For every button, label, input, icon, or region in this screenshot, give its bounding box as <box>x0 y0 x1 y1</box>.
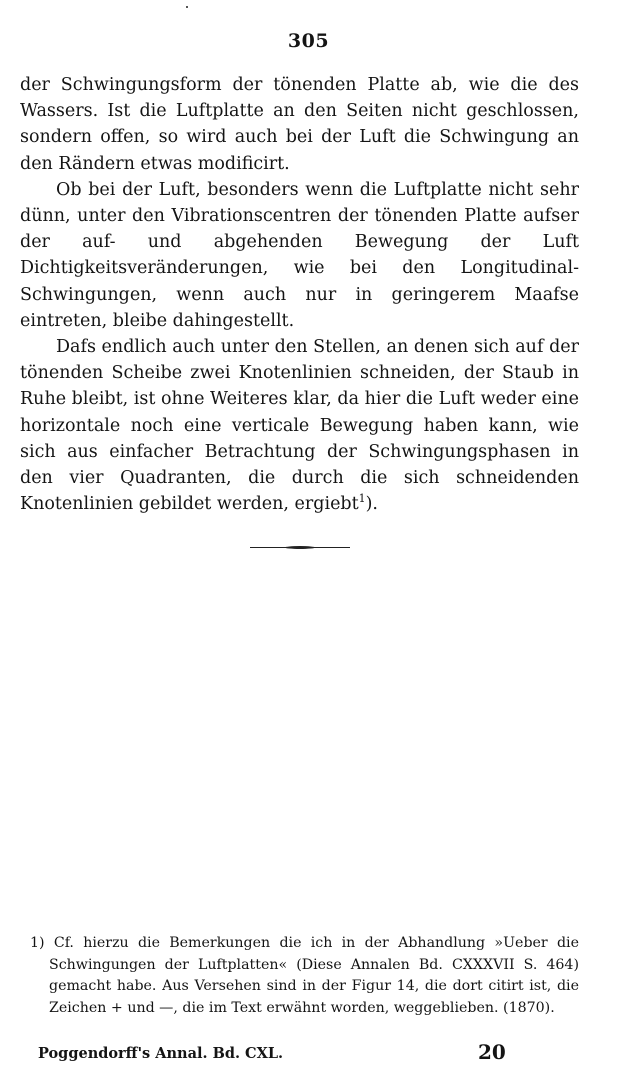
footnote-reference: 1 <box>358 492 366 506</box>
paragraph-3 <box>20 334 579 517</box>
body-text <box>20 72 579 517</box>
footer-sheet-number: 20 <box>478 1040 506 1064</box>
footnote <box>30 933 579 1019</box>
paragraph-3-end: ). <box>365 494 378 515</box>
page-number: 305 <box>287 30 330 52</box>
section-divider <box>250 546 350 550</box>
divider-swell <box>285 546 315 549</box>
paragraph-1: der Schwingungsform der tönenden Platte ab, wie die des Wassers. Ist die Luftplatte an den Seiten nicht geschlossen, sondern offen, so wird auch bei der Luft die Schwingung an den Rändern etwas modificirt. <box>20 75 579 174</box>
scan-speck <box>186 6 188 8</box>
paragraph-3-text: Dafs endlich auch unter den Stellen, an denen sich auf der tönenden Scheibe zwei Knotenlinien schneiden, der Staub in Ruhe bleibt, ist ohne Weiteres klar, da hier die Luft weder eine horizontale noch eine verticale Bewegung haben kann, wie sich aus einfacher Betrachtung der Schwingungsphasen in den vier Quadranten, die durch die sich schneidenden Knotenlinien gebildet werden, ergiebt <box>20 337 579 515</box>
footer-signature: Poggendorff's Annal. Bd. CXL. <box>38 1045 284 1062</box>
footnote-text: 1) Cf. hierzu die Bemerkungen die ich in der Abhandlung »Ueber die Schwingungen der Luftplatten« (Diese Annalen Bd. CXXXVII S. 464) gemacht habe. Aus Versehen sind in der Figur 14, die dort citirt ist, die Zeichen + und —, die im Text erwähnt worden, weggeblieben. (1870). <box>30 935 579 1016</box>
paragraph-2: Ob bei der Luft, besonders wenn die Luftplatte nicht sehr dünn, unter den Vibrationscentren der tönenden Platte aufser der auf- und abgehenden Bewegung der Luft Dichtigkeitsveränderungen, wie bei den Longitudinal-Schwingungen, wenn auch nur in geringerem Maafse eintreten, bleibe dahingestellt. <box>20 179 579 331</box>
